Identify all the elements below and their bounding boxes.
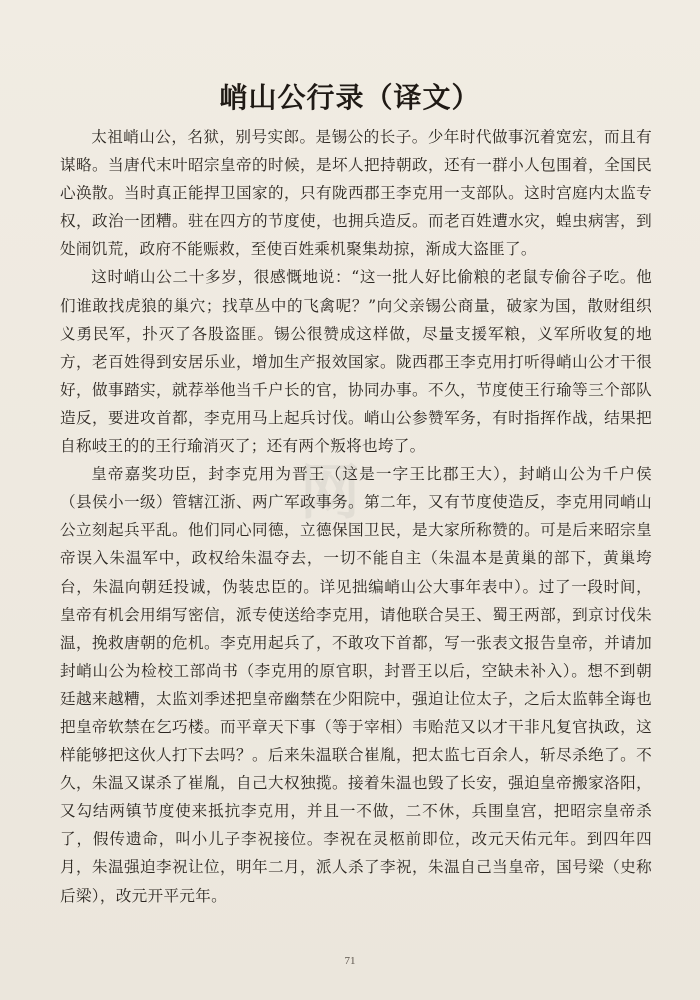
watermark: 网 [300,458,366,528]
body-text [60,123,652,910]
page-title: 峭山公行录（译文） [219,80,481,114]
paragraph-1: 太祖峭山公，名狱，别号实郎。是锡公的长子。少年时代做事沉着宽宏，而且有谋略。当唐代末叶昭宗皇帝的时候，是坏人把持朝政，还有一群小人包围着，全国民心涣散。当时真正能捍卫国家的，只有陇西郡王李克用一支部队。这时宫庭内太监专权，政治一团糟。驻在四方的节度使，也拥兵造反。而老百姓遭水灾，蝗虫病害，到处闹饥荒，政府不能赈救，至使百姓乘机聚集劫掠，渐成大盗匪了。 [60,128,652,259]
page-number: 71 [344,955,356,967]
paragraph-3: 皇帝嘉奖功臣，封李克用为晋王（这是一字王比郡王大），封峭山公为千户侯（县侯小一级）管辖江浙、两广军政事务。第二年，又有节度使造反，李克用同峭山公立刻起兵平乱。他们同心同德，立德保国卫民，是大家所称赞的。可是后来昭宗皇帝误入朱温军中，政权给朱温夺去，一切不能自主（朱温本是黄巢的部下，黄巢垮台，朱温向朝廷投诚，伪装忠臣的。详见拙编峭山公大事年表中）。过了一段时间，皇帝有机会用绢写密信，派专使送给李克用，请他联合吴王、蜀王两部，到京讨伐朱温，挽救唐朝的危机。李克用起兵了，不敢攻下首都，写一张表文报告皇帝，并请加封峭山公为检校工部尚书（李克用的原官职，封晋王以后，空缺未补入）。想不到朝廷越来越糟，太监刘季述把皇帝幽禁在少阳院中，强迫让位太子，之后太监韩全诲也把皇帝软禁在乞巧楼。而平章天下事（等于宰相）韦贻范又以才干非凡复官执政，这样能够把这伙人打下去吗？。后来朱温联合崔胤，把太监七百余人，斩尽杀绝了。不久，朱温又谋杀了崔胤，自己大权独揽。接着朱温也毁了长安，强迫皇帝搬家洛阳，又勾结两镇节度使来抵抗李克用，并且一不做，二不休，兵围皇宫，把昭宗皇帝杀了，假传遗命，叫小儿子李祝接位。李祝在灵柩前即位，改元天佑元年。到四年四月，朱温强迫李祝让位，明年二月，派人杀了李祝，朱温自己当皇帝，国号梁（史称后梁），改元开平元年。 [60,465,652,905]
paragraph-2: 这时峭山公二十多岁，很感慨地说：“这一批人好比偷粮的老鼠专偷谷子吃。他们谁敢找虎狼的巢穴；找草丛中的飞禽呢？”向父亲锡公商量，破家为国，散财组织义勇民军，扑灭了各股盗匪。锡公很赞成这样做，尽量支援军粮，义军所收复的地方，老百姓得到安居乐业，增加生产报效国家。陇西郡王李克用打听得峭山公才干很好，做事踏实，就荐举他当千户长的官，协同办事。不久，节度使王行瑜等三个部队造反，要进攻首都，李克用马上起兵讨伐。峭山公参赞军务，有时指挥作战，结果把自称岐王的的王行瑜消灭了；还有两个叛将也垮了。 [60,268,652,456]
